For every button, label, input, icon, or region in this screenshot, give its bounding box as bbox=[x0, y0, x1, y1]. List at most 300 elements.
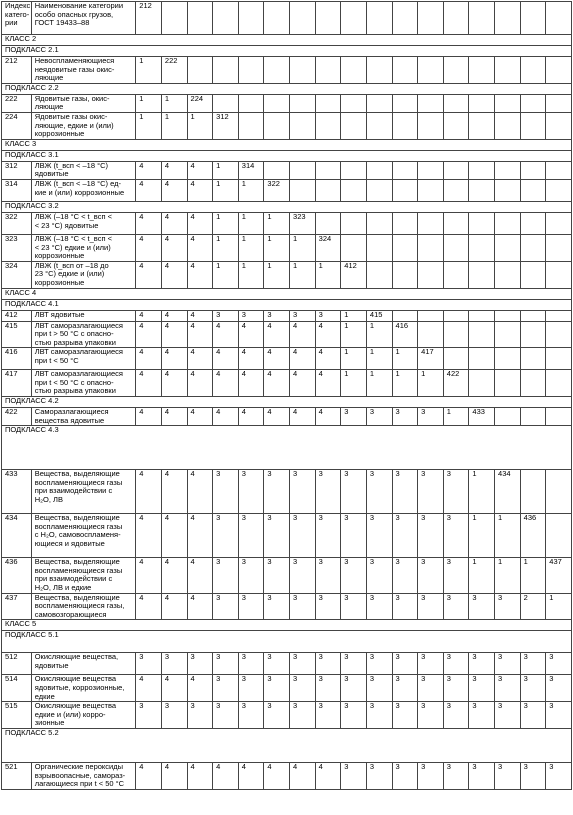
category-code: 212 bbox=[2, 57, 32, 84]
compatibility-cell: 1 bbox=[290, 234, 316, 261]
compatibility-cell: 1 bbox=[495, 514, 521, 558]
compatibility-cell: 3 bbox=[469, 702, 495, 729]
section-row bbox=[2, 288, 572, 299]
compatibility-cell bbox=[546, 57, 572, 84]
compatibility-cell bbox=[495, 57, 521, 84]
compatibility-cell: 4 bbox=[161, 514, 187, 558]
table-row bbox=[2, 94, 572, 112]
section-row bbox=[2, 139, 572, 150]
category-name: ЛВЖ (–18 °С < t_всп < < 23 °С) ядовитые bbox=[31, 212, 136, 234]
compatibility-cell bbox=[546, 514, 572, 558]
compatibility-cell bbox=[418, 94, 444, 112]
compatibility-cell bbox=[469, 321, 495, 348]
compatibility-cell: 3 bbox=[495, 675, 521, 702]
compatibility-cell: 3 bbox=[366, 593, 392, 620]
compatibility-cell: 1 bbox=[238, 234, 264, 261]
compatibility-cell bbox=[418, 321, 444, 348]
category-name: Вещества, выделяющие воспламеняющиеся газы при взаимодействии с H₂O, ЛВ и едкие bbox=[31, 558, 136, 593]
section-row bbox=[2, 83, 572, 94]
compatibility-cell: 4 bbox=[264, 408, 290, 426]
compatibility-cell: 1 bbox=[213, 212, 239, 234]
compatibility-cell: 4 bbox=[136, 675, 162, 702]
compatibility-cell: 3 bbox=[238, 675, 264, 702]
table-row bbox=[2, 408, 572, 426]
compatibility-cell: 3 bbox=[315, 653, 341, 675]
section-label: ПОДКЛАСС 4.2 bbox=[2, 397, 572, 408]
section-row bbox=[2, 426, 572, 470]
compatibility-cell: 4 bbox=[187, 593, 213, 620]
compatibility-cell bbox=[443, 161, 469, 179]
compatibility-cell: 4 bbox=[187, 321, 213, 348]
compatibility-cell bbox=[469, 234, 495, 261]
compatibility-cell: 3 bbox=[366, 558, 392, 593]
compatibility-cell: 3 bbox=[418, 514, 444, 558]
compatibility-cell: 4 bbox=[238, 321, 264, 348]
compatibility-cell bbox=[290, 57, 316, 84]
compatibility-cell: 4 bbox=[315, 762, 341, 789]
compatibility-cell: 4 bbox=[187, 310, 213, 321]
compatibility-cell: 1 bbox=[136, 112, 162, 139]
section-label: ПОДКЛАСС 5.1 bbox=[2, 631, 572, 653]
compatibility-cell: 3 bbox=[213, 310, 239, 321]
section-label: ПОДКЛАСС 5.2 bbox=[2, 728, 572, 762]
compatibility-table bbox=[1, 1, 572, 790]
category-name: Ядовитые газы, окис- ляющие bbox=[31, 94, 136, 112]
compatibility-cell bbox=[366, 212, 392, 234]
compatibility-cell: 3 bbox=[366, 675, 392, 702]
category-name: ЛВЖ (–18 °С < t_всп < < 23 °С) едкие и (или) коррозионные bbox=[31, 234, 136, 261]
compatibility-cell: 1 bbox=[264, 234, 290, 261]
table-row bbox=[2, 112, 572, 139]
compatibility-cell: 3 bbox=[213, 558, 239, 593]
compatibility-cell bbox=[264, 2, 290, 35]
compatibility-cell: 4 bbox=[187, 370, 213, 397]
compatibility-cell: 1 bbox=[392, 370, 418, 397]
compatibility-cell bbox=[469, 310, 495, 321]
compatibility-cell: 3 bbox=[418, 653, 444, 675]
compatibility-cell: 1 bbox=[213, 161, 239, 179]
compatibility-cell: 1 bbox=[366, 321, 392, 348]
compatibility-cell: 3 bbox=[238, 310, 264, 321]
compatibility-cell bbox=[520, 261, 546, 288]
compatibility-cell: 3 bbox=[520, 702, 546, 729]
compatibility-cell: 224 bbox=[187, 94, 213, 112]
compatibility-cell bbox=[495, 310, 521, 321]
compatibility-cell bbox=[315, 57, 341, 84]
compatibility-cell: 1 bbox=[161, 112, 187, 139]
compatibility-cell bbox=[495, 212, 521, 234]
compatibility-cell: 3 bbox=[238, 514, 264, 558]
compatibility-cell: 3 bbox=[341, 514, 367, 558]
compatibility-cell: 3 bbox=[238, 653, 264, 675]
compatibility-cell: 4 bbox=[161, 261, 187, 288]
compatibility-cell: 4 bbox=[238, 370, 264, 397]
compatibility-cell: 324 bbox=[315, 234, 341, 261]
compatibility-cell: 3 bbox=[392, 762, 418, 789]
section-label: ПОДКЛАСС 3.2 bbox=[2, 201, 572, 212]
category-code: 515 bbox=[2, 702, 32, 729]
compatibility-cell: 3 bbox=[161, 653, 187, 675]
compatibility-cell: 3 bbox=[443, 558, 469, 593]
compatibility-cell: 1 bbox=[469, 470, 495, 514]
compatibility-cell: 3 bbox=[418, 558, 444, 593]
compatibility-cell bbox=[392, 2, 418, 35]
compatibility-cell: 4 bbox=[136, 179, 162, 201]
category-name: Наименование категории особо опасных грузов, ГОСТ 19433–88 bbox=[31, 2, 136, 35]
compatibility-cell: 3 bbox=[443, 653, 469, 675]
compatibility-cell: 4 bbox=[136, 558, 162, 593]
compatibility-cell: 3 bbox=[469, 653, 495, 675]
compatibility-cell: 3 bbox=[418, 762, 444, 789]
compatibility-cell: 3 bbox=[264, 653, 290, 675]
compatibility-cell: 4 bbox=[213, 370, 239, 397]
compatibility-cell: 4 bbox=[187, 179, 213, 201]
category-name: ЛВТ саморазлагающиеся при t > 50 °С с опасно- стью разрыва упаковки bbox=[31, 321, 136, 348]
compatibility-cell: 2 bbox=[520, 593, 546, 620]
compatibility-cell bbox=[443, 212, 469, 234]
compatibility-cell: 4 bbox=[315, 370, 341, 397]
compatibility-cell: 1 bbox=[366, 348, 392, 370]
compatibility-cell: 212 bbox=[136, 2, 162, 35]
table-row bbox=[2, 348, 572, 370]
compatibility-cell: 1 bbox=[341, 321, 367, 348]
compatibility-cell: 3 bbox=[443, 593, 469, 620]
compatibility-cell: 3 bbox=[290, 310, 316, 321]
compatibility-cell: 3 bbox=[315, 514, 341, 558]
compatibility-cell: 3 bbox=[418, 675, 444, 702]
compatibility-cell: 3 bbox=[341, 470, 367, 514]
compatibility-cell: 1 bbox=[469, 558, 495, 593]
compatibility-cell bbox=[341, 2, 367, 35]
compatibility-cell bbox=[495, 179, 521, 201]
category-name: ЛВТ ядовитые bbox=[31, 310, 136, 321]
compatibility-cell: 1 bbox=[213, 179, 239, 201]
compatibility-cell: 1 bbox=[213, 261, 239, 288]
compatibility-cell: 3 bbox=[290, 514, 316, 558]
compatibility-cell bbox=[213, 94, 239, 112]
compatibility-cell bbox=[546, 310, 572, 321]
compatibility-cell: 3 bbox=[290, 653, 316, 675]
compatibility-cell bbox=[418, 179, 444, 201]
compatibility-cell bbox=[341, 112, 367, 139]
compatibility-cell: 1 bbox=[315, 261, 341, 288]
compatibility-cell bbox=[469, 348, 495, 370]
category-name: Органические пероксиды взрывоопасные, самораз- лагающиеся при t < 50 °С bbox=[31, 762, 136, 789]
compatibility-cell bbox=[495, 370, 521, 397]
compatibility-cell bbox=[238, 57, 264, 84]
compatibility-cell bbox=[469, 261, 495, 288]
category-name: ЛВТ саморазлагающиеся при t < 50 °С с опасно- стью разрыва упаковки bbox=[31, 370, 136, 397]
category-code: Индекс катего- рии bbox=[2, 2, 32, 35]
compatibility-cell bbox=[520, 161, 546, 179]
compatibility-cell: 422 bbox=[443, 370, 469, 397]
category-code: 412 bbox=[2, 310, 32, 321]
compatibility-cell bbox=[264, 112, 290, 139]
compatibility-cell: 3 bbox=[290, 470, 316, 514]
category-code: 434 bbox=[2, 514, 32, 558]
compatibility-cell: 4 bbox=[136, 161, 162, 179]
compatibility-cell: 3 bbox=[546, 702, 572, 729]
category-name: ЛВТ саморазлагающиеся при t < 50 °С bbox=[31, 348, 136, 370]
compatibility-cell: 3 bbox=[264, 558, 290, 593]
compatibility-cell bbox=[290, 179, 316, 201]
compatibility-cell bbox=[290, 2, 316, 35]
compatibility-cell: 3 bbox=[315, 675, 341, 702]
compatibility-cell: 3 bbox=[290, 593, 316, 620]
compatibility-cell: 3 bbox=[443, 702, 469, 729]
compatibility-cell bbox=[238, 2, 264, 35]
compatibility-cell bbox=[418, 161, 444, 179]
compatibility-cell: 3 bbox=[392, 675, 418, 702]
compatibility-cell bbox=[520, 179, 546, 201]
category-name: ЛВЖ (t_всп < –18 °С) ядовитые bbox=[31, 161, 136, 179]
section-row bbox=[2, 150, 572, 161]
compatibility-cell: 3 bbox=[366, 408, 392, 426]
compatibility-cell: 4 bbox=[213, 408, 239, 426]
compatibility-cell: 4 bbox=[213, 321, 239, 348]
compatibility-cell bbox=[315, 161, 341, 179]
compatibility-cell: 4 bbox=[161, 321, 187, 348]
compatibility-cell bbox=[495, 234, 521, 261]
section-label: КЛАСС 2 bbox=[2, 35, 572, 46]
compatibility-cell: 4 bbox=[187, 212, 213, 234]
compatibility-cell bbox=[546, 348, 572, 370]
compatibility-cell: 4 bbox=[161, 310, 187, 321]
compatibility-cell bbox=[366, 94, 392, 112]
category-code: 514 bbox=[2, 675, 32, 702]
compatibility-cell bbox=[315, 2, 341, 35]
compatibility-cell bbox=[418, 310, 444, 321]
compatibility-cell bbox=[392, 112, 418, 139]
compatibility-cell: 4 bbox=[136, 593, 162, 620]
compatibility-cell: 1 bbox=[443, 408, 469, 426]
category-name: Окисляющие вещества, ядовитые bbox=[31, 653, 136, 675]
compatibility-cell: 3 bbox=[392, 702, 418, 729]
compatibility-cell bbox=[546, 234, 572, 261]
compatibility-cell: 4 bbox=[136, 234, 162, 261]
compatibility-cell: 3 bbox=[238, 702, 264, 729]
category-code: 224 bbox=[2, 112, 32, 139]
compatibility-cell bbox=[392, 261, 418, 288]
compatibility-cell bbox=[443, 57, 469, 84]
compatibility-cell bbox=[469, 2, 495, 35]
compatibility-cell bbox=[392, 234, 418, 261]
compatibility-cell bbox=[392, 179, 418, 201]
compatibility-cell bbox=[443, 2, 469, 35]
compatibility-cell bbox=[520, 57, 546, 84]
compatibility-cell: 3 bbox=[392, 514, 418, 558]
compatibility-cell bbox=[392, 57, 418, 84]
compatibility-cell bbox=[546, 112, 572, 139]
compatibility-cell bbox=[418, 261, 444, 288]
compatibility-cell bbox=[264, 94, 290, 112]
compatibility-cell: 3 bbox=[495, 762, 521, 789]
compatibility-cell: 3 bbox=[546, 653, 572, 675]
compatibility-cell: 4 bbox=[238, 348, 264, 370]
compatibility-cell: 4 bbox=[136, 370, 162, 397]
compatibility-cell bbox=[315, 179, 341, 201]
compatibility-cell: 4 bbox=[136, 261, 162, 288]
compatibility-cell bbox=[469, 112, 495, 139]
compatibility-cell: 3 bbox=[213, 675, 239, 702]
compatibility-cell: 3 bbox=[392, 593, 418, 620]
compatibility-cell: 1 bbox=[264, 212, 290, 234]
table-row bbox=[2, 212, 572, 234]
section-row bbox=[2, 397, 572, 408]
compatibility-cell bbox=[469, 161, 495, 179]
compatibility-cell: 3 bbox=[469, 762, 495, 789]
compatibility-cell bbox=[290, 112, 316, 139]
compatibility-cell: 3 bbox=[187, 653, 213, 675]
compatibility-cell bbox=[469, 57, 495, 84]
category-name: Невоспламеняющиеся неядовитые газы окис- ляющие bbox=[31, 57, 136, 84]
compatibility-cell: 436 bbox=[520, 514, 546, 558]
compatibility-cell: 3 bbox=[392, 653, 418, 675]
compatibility-cell: 3 bbox=[264, 593, 290, 620]
compatibility-cell bbox=[366, 112, 392, 139]
compatibility-cell bbox=[495, 348, 521, 370]
compatibility-cell: 3 bbox=[341, 762, 367, 789]
compatibility-cell: 4 bbox=[290, 762, 316, 789]
compatibility-cell bbox=[418, 212, 444, 234]
compatibility-cell: 3 bbox=[341, 408, 367, 426]
compatibility-cell bbox=[546, 408, 572, 426]
section-label: ПОДКЛАСС 4.1 bbox=[2, 299, 572, 310]
compatibility-cell: 3 bbox=[264, 310, 290, 321]
compatibility-cell: 4 bbox=[213, 762, 239, 789]
compatibility-cell bbox=[443, 310, 469, 321]
compatibility-cell: 433 bbox=[469, 408, 495, 426]
compatibility-cell: 4 bbox=[136, 321, 162, 348]
compatibility-cell: 1 bbox=[418, 370, 444, 397]
compatibility-cell: 4 bbox=[136, 408, 162, 426]
compatibility-cell: 3 bbox=[546, 675, 572, 702]
compatibility-cell: 3 bbox=[341, 558, 367, 593]
compatibility-cell bbox=[443, 94, 469, 112]
compatibility-cell: 323 bbox=[290, 212, 316, 234]
compatibility-cell: 4 bbox=[161, 470, 187, 514]
compatibility-cell bbox=[546, 370, 572, 397]
table-row bbox=[2, 514, 572, 558]
compatibility-cell: 3 bbox=[341, 593, 367, 620]
category-name: ЛВЖ (t_всп < –18 °С) ед- кие и (или) коррозионные bbox=[31, 179, 136, 201]
compatibility-cell: 416 bbox=[392, 321, 418, 348]
compatibility-cell bbox=[469, 94, 495, 112]
compatibility-cell bbox=[520, 234, 546, 261]
compatibility-cell: 4 bbox=[187, 348, 213, 370]
compatibility-cell: 1 bbox=[213, 234, 239, 261]
compatibility-cell: 3 bbox=[495, 593, 521, 620]
section-row bbox=[2, 35, 572, 46]
compatibility-cell bbox=[443, 112, 469, 139]
compatibility-cell: 3 bbox=[238, 593, 264, 620]
compatibility-cell bbox=[366, 179, 392, 201]
compatibility-cell bbox=[161, 2, 187, 35]
section-row bbox=[2, 201, 572, 212]
compatibility-cell bbox=[366, 57, 392, 84]
compatibility-cell: 4 bbox=[238, 408, 264, 426]
compatibility-cell bbox=[213, 2, 239, 35]
compatibility-cell bbox=[418, 112, 444, 139]
compatibility-cell: 3 bbox=[418, 470, 444, 514]
compatibility-cell: 3 bbox=[213, 653, 239, 675]
compatibility-cell: 3 bbox=[366, 702, 392, 729]
compatibility-cell: 1 bbox=[290, 261, 316, 288]
compatibility-cell: 4 bbox=[187, 161, 213, 179]
compatibility-cell bbox=[187, 2, 213, 35]
compatibility-cell: 3 bbox=[136, 653, 162, 675]
category-name: Окисляющие вещества ядовитые, коррозионные, едкие bbox=[31, 675, 136, 702]
compatibility-cell: 4 bbox=[290, 321, 316, 348]
compatibility-cell: 4 bbox=[136, 212, 162, 234]
compatibility-cell: 1 bbox=[161, 94, 187, 112]
compatibility-cell bbox=[520, 2, 546, 35]
category-name: Вещества, выделяющие воспламеняющиеся газы, самовозгорающиеся bbox=[31, 593, 136, 620]
category-code: 422 bbox=[2, 408, 32, 426]
compatibility-cell bbox=[315, 212, 341, 234]
compatibility-cell: 3 bbox=[264, 675, 290, 702]
compatibility-cell: 4 bbox=[161, 558, 187, 593]
category-code: 314 bbox=[2, 179, 32, 201]
compatibility-cell: 1 bbox=[341, 370, 367, 397]
compatibility-cell bbox=[495, 2, 521, 35]
compatibility-cell: 3 bbox=[136, 702, 162, 729]
compatibility-cell: 312 bbox=[213, 112, 239, 139]
compatibility-cell: 3 bbox=[341, 702, 367, 729]
compatibility-cell bbox=[520, 321, 546, 348]
compatibility-cell: 4 bbox=[161, 179, 187, 201]
compatibility-cell: 3 bbox=[418, 408, 444, 426]
table-row bbox=[2, 179, 572, 201]
compatibility-cell bbox=[443, 321, 469, 348]
compatibility-cell: 1 bbox=[238, 179, 264, 201]
compatibility-cell: 4 bbox=[315, 348, 341, 370]
compatibility-cell: 4 bbox=[161, 161, 187, 179]
compatibility-cell: 1 bbox=[546, 593, 572, 620]
compatibility-cell: 3 bbox=[161, 702, 187, 729]
compatibility-cell: 4 bbox=[187, 234, 213, 261]
table-row bbox=[2, 702, 572, 729]
table-row bbox=[2, 593, 572, 620]
compatibility-cell: 4 bbox=[161, 348, 187, 370]
compatibility-cell: 415 bbox=[366, 310, 392, 321]
compatibility-cell: 3 bbox=[520, 675, 546, 702]
compatibility-cell bbox=[238, 112, 264, 139]
compatibility-cell: 3 bbox=[443, 470, 469, 514]
compatibility-cell bbox=[418, 2, 444, 35]
compatibility-cell: 3 bbox=[290, 675, 316, 702]
compatibility-cell: 3 bbox=[213, 593, 239, 620]
compatibility-cell: 1 bbox=[469, 514, 495, 558]
compatibility-cell bbox=[469, 212, 495, 234]
compatibility-cell: 3 bbox=[341, 675, 367, 702]
compatibility-cell bbox=[341, 57, 367, 84]
compatibility-cell: 437 bbox=[546, 558, 572, 593]
compatibility-cell: 4 bbox=[187, 261, 213, 288]
table-row bbox=[2, 261, 572, 288]
compatibility-cell bbox=[264, 57, 290, 84]
category-name: Окисляющие вещества едкие и (или) корро- зионные bbox=[31, 702, 136, 729]
compatibility-cell: 3 bbox=[443, 514, 469, 558]
compatibility-cell: 3 bbox=[187, 702, 213, 729]
compatibility-cell: 3 bbox=[213, 470, 239, 514]
compatibility-cell: 3 bbox=[238, 470, 264, 514]
compatibility-cell bbox=[366, 234, 392, 261]
compatibility-cell: 3 bbox=[341, 653, 367, 675]
compatibility-cell bbox=[392, 94, 418, 112]
table-row bbox=[2, 310, 572, 321]
compatibility-cell bbox=[520, 94, 546, 112]
